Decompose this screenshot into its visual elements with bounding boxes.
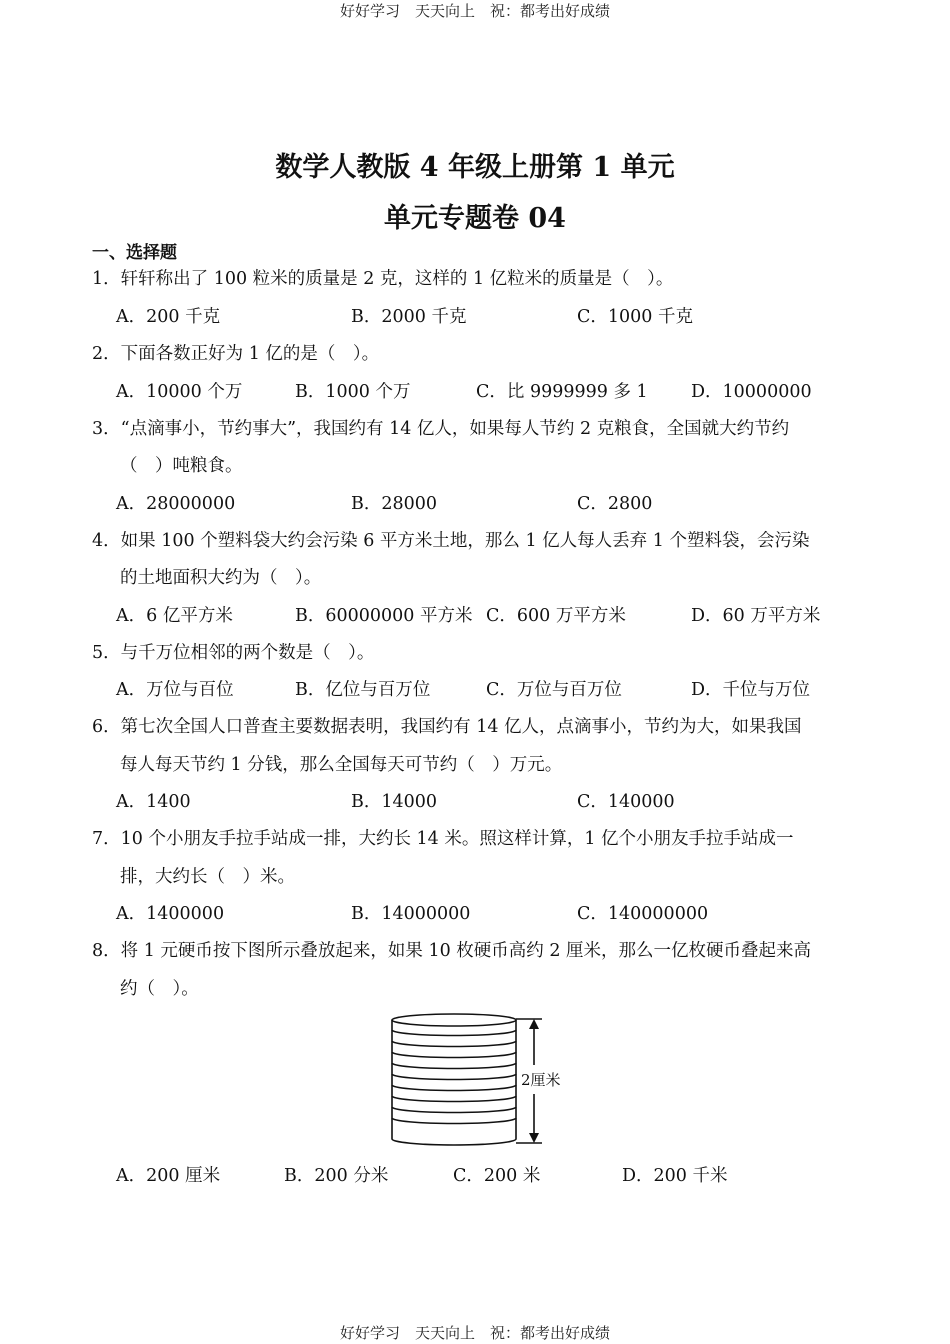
option-8a: A．200 厘米 bbox=[116, 1166, 221, 1186]
option-2b: B．1000 个万 bbox=[295, 382, 411, 402]
option-8d: D．200 千米 bbox=[622, 1166, 728, 1186]
question-3: 3．“点滴事小，节约事大”，我国约有 14 亿人，如果每人节约 2 克粮食，全国就大约节约 bbox=[92, 419, 790, 439]
question-5: 5．与千万位相邻的两个数是（ ）。 bbox=[92, 643, 375, 663]
option-1b: B．2000 千克 bbox=[351, 307, 467, 327]
question-8-cont: 约（ ）。 bbox=[120, 979, 199, 999]
question-2: 2．下面各数正好为 1 亿的是（ ）。 bbox=[92, 344, 380, 364]
option-2d: D．10000000 bbox=[691, 382, 812, 402]
page-header: 好好学习 天天向上 祝：都考出好成绩 bbox=[339, 2, 610, 20]
question-1: 1．轩轩称出了 100 粒米的质量是 2 克，这样的 1 亿粒米的质量是（ ）。 bbox=[92, 269, 674, 289]
option-4c: C．600 万平方米 bbox=[486, 606, 626, 626]
option-2c: C．比 9999999 多 1 bbox=[476, 382, 648, 402]
section-heading: 一、选择题 bbox=[92, 243, 177, 263]
option-7b: B．14000000 bbox=[351, 904, 471, 924]
option-6a: A．1400 bbox=[116, 792, 191, 812]
coin-bottom bbox=[392, 1139, 516, 1145]
option-5b: B．亿位与百万位 bbox=[295, 680, 431, 700]
coin-top bbox=[392, 1014, 516, 1026]
option-5a: A．万位与百位 bbox=[116, 680, 234, 700]
option-8b: B．200 分米 bbox=[284, 1166, 389, 1186]
option-3a: A．28000000 bbox=[116, 494, 236, 514]
option-7a: A．1400000 bbox=[116, 904, 225, 924]
option-4b: B．60000000 平方米 bbox=[295, 606, 473, 626]
option-3c: C．2800 bbox=[577, 494, 653, 514]
option-6b: B．14000 bbox=[351, 792, 438, 812]
page-footer: 好好学习 天天向上 祝：都考出好成绩 bbox=[339, 1324, 610, 1342]
question-6: 6．第七次全国人口普查主要数据表明，我国约有 14 亿人，点滴事小，节约为大，如果我国 bbox=[92, 717, 802, 737]
option-7c: C．140000000 bbox=[577, 904, 709, 924]
option-2a: A．10000 个万 bbox=[116, 382, 243, 402]
question-4-cont: 的土地面积大约为（ ）。 bbox=[120, 568, 322, 588]
question-3-cont: （ ）吨粮食。 bbox=[120, 456, 243, 476]
question-7-cont: 排，大约长（ ）米。 bbox=[120, 867, 295, 887]
option-6c: C．140000 bbox=[577, 792, 675, 812]
option-5c: C．万位与百万位 bbox=[486, 680, 622, 700]
option-8c: C．200 米 bbox=[453, 1166, 541, 1186]
question-4: 4．如果 100 个塑料袋大约会污染 6 平方米土地，那么 1 亿人每人丢弃 1 个塑料袋，会污染 bbox=[92, 531, 810, 551]
option-4d: D．60 万平方米 bbox=[691, 606, 821, 626]
option-4a: A．6 亿平方米 bbox=[116, 606, 233, 626]
figure-label: 2厘米 bbox=[521, 1071, 561, 1089]
doc-subtitle: 单元专题卷 04 bbox=[384, 203, 566, 234]
option-1a: A．200 千克 bbox=[116, 307, 221, 327]
question-7: 7．10 个小朋友手拉手站成一排，大约长 14 米。照这样计算，1 亿个小朋友手拉手站成一 bbox=[92, 829, 794, 849]
coin-stack-figure bbox=[380, 1010, 580, 1152]
option-5d: D．千位与万位 bbox=[691, 680, 811, 700]
question-8: 8．将 1 元硬币按下图所示叠放起来，如果 10 枚硬币高约 2 厘米，那么一亿枚硬币叠起来高 bbox=[92, 941, 812, 961]
option-1c: C．1000 千克 bbox=[577, 307, 693, 327]
option-3b: B．28000 bbox=[351, 494, 438, 514]
doc-title: 数学人教版 4 年级上册第 1 单元 bbox=[275, 152, 675, 183]
question-6-cont: 每人每天节约 1 分钱，那么全国每天可节约（ ）万元。 bbox=[120, 755, 563, 775]
